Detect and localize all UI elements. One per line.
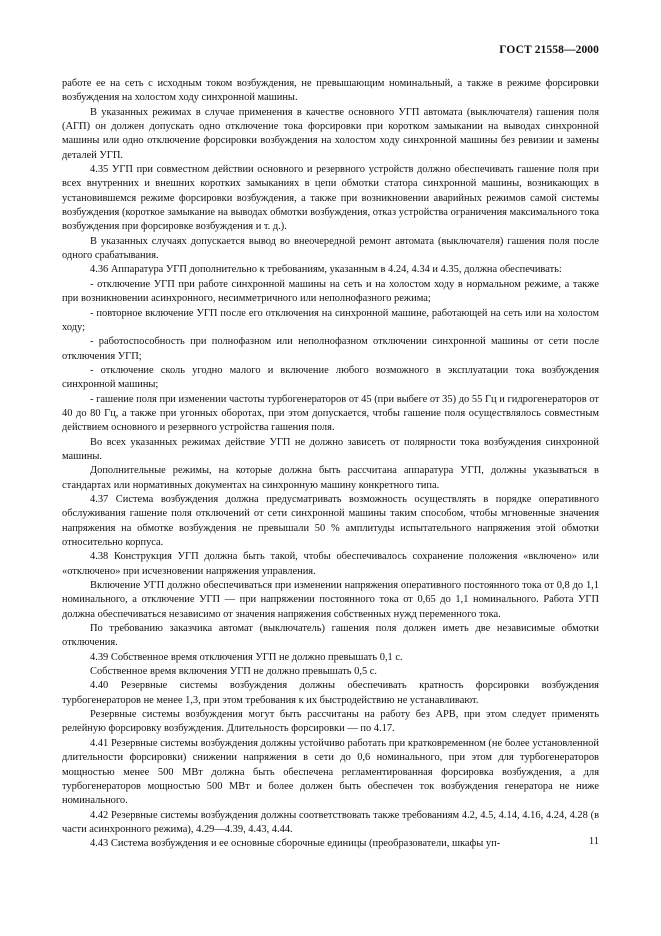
paragraph: 4.38 Конструкция УГП должна быть такой, чтобы обеспечивалось сохранение положения «включено» или «отключено» при исчезновении напряжения управления. — [62, 551, 599, 577]
list-item: - повторное включение УГП после его отключения на синхронной машине, работающей на сеть или на холостом ходу; — [62, 307, 599, 333]
list-item: - отключение сколь угодно малого и включение любого возможного в эксплуатации тока возбуждения синхронной машины; — [62, 364, 599, 391]
paragraph: В указанных случаях допускается вывод во внеочередной ремонт автомата (выключателя) гашения поля после одного срабатывания. — [62, 235, 599, 262]
list-item: - гашение поля при изменении частоты турбогенераторов от 45 (при выбеге от 35) до 55 Гц и гидрогенераторов от 40 до 80 Гц, а также при угонных оборотах, при этом допускается, чтобы гашение поля осуществлялось совместным действием основного и резервного устройства гашения поля. — [62, 393, 599, 434]
paragraph: 4.37 Система возбуждения должна предусматривать возможность осуществлять в порядке оперативного обслуживания гашение поля отключений от сети синхронной машины таким способом, чтобы мгновенные значения напряжения на обмотке возбуждения не превышали 50 % амплитуды испытательного напряжения этой обмотки относительно корпуса. — [62, 493, 599, 548]
paragraph: 4.35 УГП при совместном действии основного и резервного устройств должно обеспечивать гашение поля при всех внутренних и внешних коротких замыканиях в цепи обмотки статора синхронной машины, возникающих в установившемся режиме форсировки возбуждения, а также при возникновении аварийных режимов самой системы возбуждения (короткое замыкание на выводах обмотки возбуждения, отказ устройства ограничения максимального тока возбуждения при форсировке возбуждения и т. д.). — [62, 164, 599, 233]
paragraph: Резервные системы возбуждения могут быть рассчитаны на работу без АРВ, при этом следует применять релейную форсировку возбуждения. Длительность форсировки — по 4.17. — [62, 709, 599, 735]
list-item: - работоспособность при полнофазном или неполнофазном отключении синхронной машины от сети после отключения УГП; — [62, 336, 599, 362]
page-number: 11 — [588, 836, 599, 847]
paragraph: По требованию заказчика автомат (выключатель) гашения поля должен иметь две независимые обмотки отключения. — [62, 623, 599, 649]
paragraph: Во всех указанных режимах действие УГП не должно зависеть от полярности тока возбуждения синхронной машины. — [62, 436, 599, 462]
paragraph: Дополнительные режимы, на которые должна быть рассчитана аппаратура УГП, должны указываться в стандартах или нормативных документах на синхронную машину конкретного типа. — [62, 465, 599, 491]
paragraph: В указанных режимах в случае применения в качестве основного УГП автомата (выключателя) гашения поля (АГП) он должен допускать одно отключение тока форсировки при коротком замыкании на выводах синхронной машины или одно отключение форсировки возбуждения на холостом ходу синхронной машины без ревизии и замены деталей УГП. — [62, 106, 599, 161]
paragraph: 4.39 Собственное время отключения УГП не должно превышать 0,1 с. — [90, 651, 403, 663]
paragraph: 4.40 Резервные системы возбуждения должны обеспечивать кратность форсировки возбуждения турбогенераторов не менее 1,3, при этом требования к их быстродействию не устанавливают. — [62, 680, 599, 706]
document-code-header: ГОСТ 21558—2000 — [499, 44, 599, 56]
paragraph: работе ее на сеть с исходным током возбуждения, не превышающим номинальный, а также в режиме форсировки возбуждения на холостом ходу синхронной машины. — [62, 78, 599, 104]
paragraph: 4.36 Аппаратура УГП дополнительно к требованиям, указанным в 4.24, 4.34 и 4.35, должна обеспечивать: — [90, 264, 562, 276]
paragraph: 4.41 Резервные системы возбуждения должны устойчиво работать при кратковременном (не более установленной длительности форсировки) снижении напряжения в сети до 0,6 номинального, при этом для турбогенераторов мощностью менее 500 МВт должна быть обеспечена регламентированная форсировка возбуждения, а для турбогенераторов мощностью 500 МВт и более должен быть обеспечен ток возбуждения генератора не ниже номинального. — [62, 737, 599, 807]
paragraph: 4.43 Система возбуждения и ее основные сборочные единицы (преобразователи, шкафы уп- — [90, 838, 501, 850]
paragraph: 4.42 Резервные системы возбуждения должны соответствовать также требованиям 4.2, 4.5, 4.14, 4.16, 4.24, 4.28 (в части асинхронного режима), 4.29—4.39, 4.43, 4.44. — [62, 809, 599, 835]
document-body — [62, 77, 599, 852]
list-item: - отключение УГП при работе синхронной машины на сеть и на холостом ходу в нормальном режиме, а также при возникновении асинхронного, несимметричного или неполнофазного режима; — [62, 278, 599, 305]
paragraph: Собственное время включения УГП не должно превышать 0,5 с. — [90, 666, 378, 678]
paragraph: Включение УГП должно обеспечиваться при изменении напряжения оперативного постоянного тока от 0,8 до 1,1 номинального, а отключение УГП — при напряжении постоянного тока от 0,65 до 1,1 номинального. Работа УГП должна обеспечиваться независимо от значения напряжения собственных нужд переменного тока. — [62, 580, 599, 620]
